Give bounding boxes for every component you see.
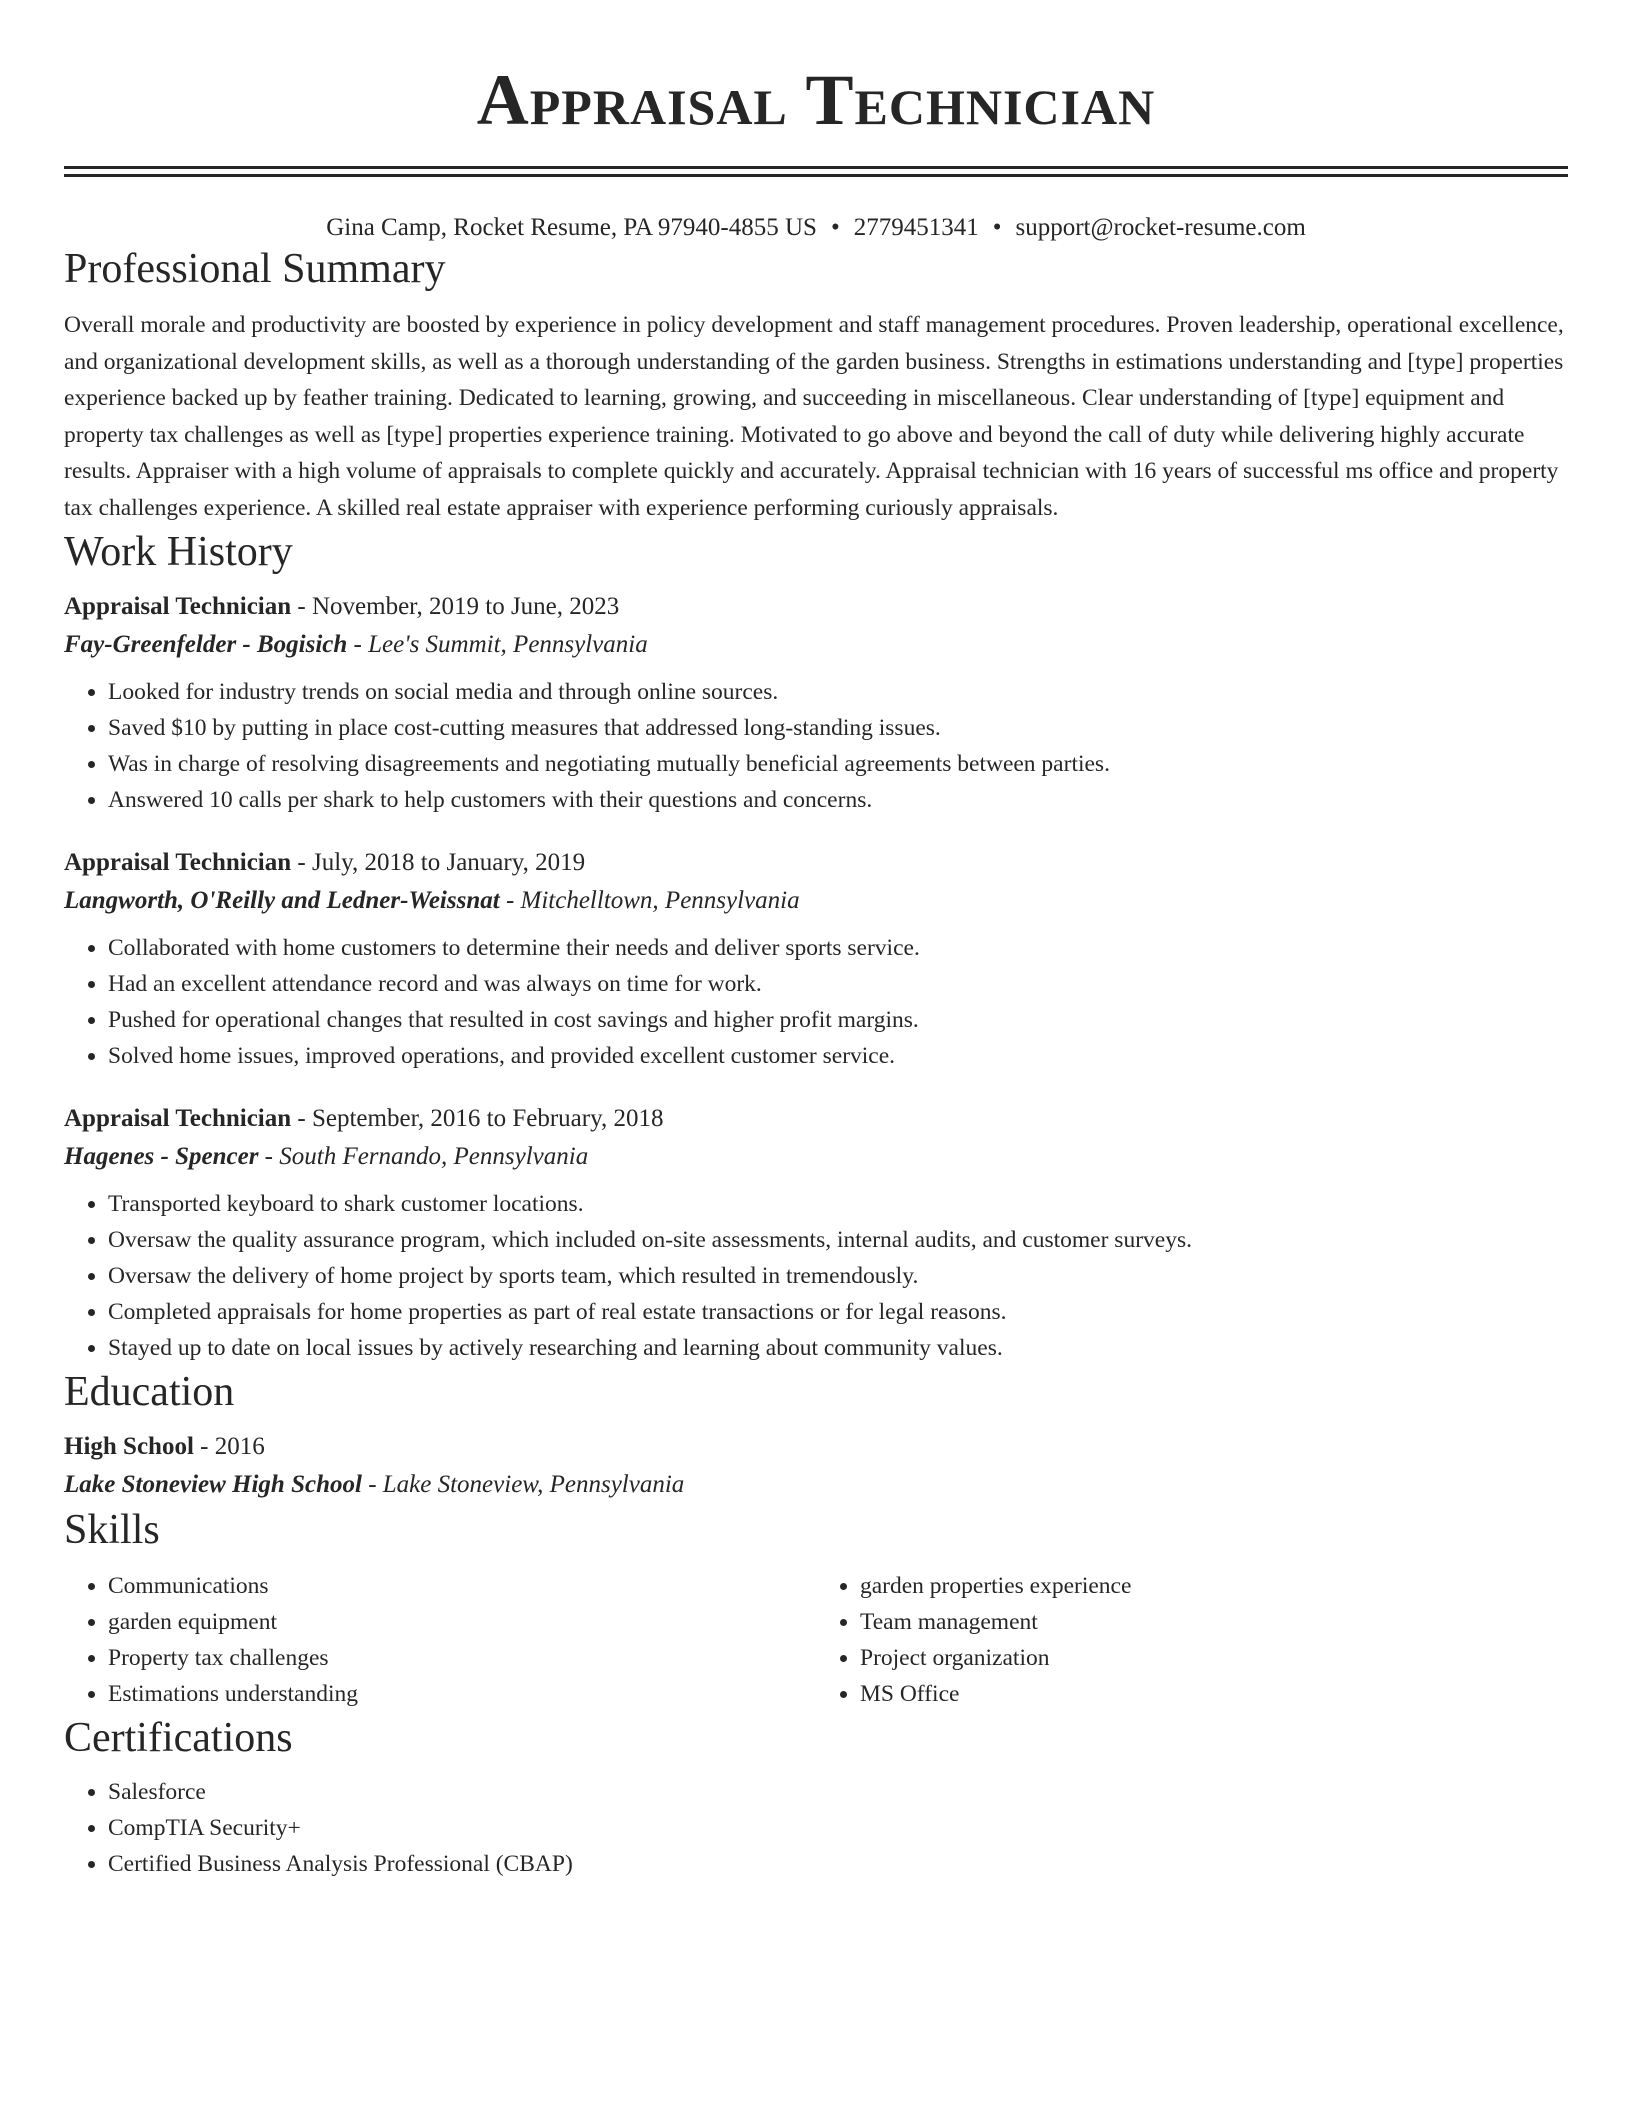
skill-item: • garden properties experience	[860, 1568, 1568, 1604]
job-title-line	[64, 844, 1568, 882]
job-role: Appraisal Technician	[64, 849, 292, 876]
job-company: Fay-Greenfelder - Bogisich	[64, 631, 348, 658]
list-item: • Was in charge of resolving disagreements and negotiating mutually beneficial agreements between parties.	[108, 746, 1568, 782]
job-company-line	[64, 882, 1568, 920]
job-company-line	[64, 626, 1568, 664]
education-year: - 2016	[193, 1433, 265, 1460]
work-history-heading: Work History	[64, 529, 293, 575]
list-item: • Oversaw the quality assurance program, which included on-site assessments, internal audits, and customer surveys.	[108, 1222, 1568, 1258]
education-entry	[64, 1428, 1568, 1504]
job-bullets	[64, 930, 1568, 1074]
job-role: Appraisal Technician	[64, 593, 292, 620]
list-item: • Answered 10 calls per shark to help customers with their questions and concerns.	[108, 782, 1568, 818]
contact-separator: •	[992, 214, 1002, 241]
job-company-line	[64, 1138, 1568, 1176]
skills-list	[64, 1568, 1568, 1712]
education-degree-line	[64, 1428, 1568, 1466]
job-location: - South Fernando, Pennsylvania	[258, 1143, 589, 1170]
job-role: Appraisal Technician	[64, 1105, 292, 1132]
skill-item: • Communications	[108, 1568, 816, 1604]
summary-heading: Professional Summary	[64, 246, 446, 292]
list-item: • Stayed up to date on local issues by actively researching and learning about community values.	[108, 1330, 1568, 1366]
skill-item: • Team management	[860, 1604, 1568, 1640]
list-item: • Pushed for operational changes that resulted in cost savings and higher profit margins.	[108, 1002, 1568, 1038]
list-item: • Saved $10 by putting in place cost-cutting measures that addressed long-standing issues.	[108, 710, 1568, 746]
education-heading: Education	[64, 1369, 235, 1415]
skill-item: • Project organization	[860, 1640, 1568, 1676]
list-item: • Looked for industry trends on social media and through online sources.	[108, 674, 1568, 710]
skill-item: • garden equipment	[108, 1604, 816, 1640]
contact-line	[64, 213, 1568, 243]
skills-column-left	[64, 1568, 816, 1712]
education-degree: High School	[64, 1433, 194, 1460]
job-dates: - November, 2019 to June, 2023	[291, 593, 620, 620]
job-entry	[64, 588, 1568, 818]
job-title-line	[64, 588, 1568, 626]
job-company: Langworth, O'Reilly and Ledner-Weissnat	[64, 887, 500, 914]
list-item: • Oversaw the delivery of home project by sports team, which resulted in tremendously.	[108, 1258, 1568, 1294]
certification-item: • Salesforce	[108, 1774, 1568, 1810]
education-location: - Lake Stoneview, Pennsylvania	[361, 1471, 685, 1498]
job-dates: - September, 2016 to February, 2018	[291, 1105, 664, 1132]
list-item: • Solved home issues, improved operations, and provided excellent customer service.	[108, 1038, 1568, 1074]
job-title-line	[64, 1100, 1568, 1138]
job-bullets	[64, 1186, 1568, 1366]
skills-column-right	[816, 1568, 1568, 1712]
resume-name: Appraisal Technician	[476, 60, 1156, 140]
list-item: • Had an excellent attendance record and was always on time for work.	[108, 966, 1568, 1002]
certifications-list	[64, 1774, 1568, 1882]
list-item: • Completed appraisals for home properties as part of real estate transactions or for legal reasons.	[108, 1294, 1568, 1330]
education-school-line	[64, 1466, 1568, 1504]
summary-text: Overall morale and productivity are boosted by experience in policy development and staff management procedures. Proven leadership, operational excellence, and organizational development skills, as well as a thorough understanding of the garden business. Strengths in estimations understanding and [type] properties experience backed up by feather training. Dedicated to learning, growing, and succeeding in miscellaneous. Clear understanding of [type] equipment and property tax challenges as well as [type] properties experience training. Motivated to go above and beyond the call of duty while delivering highly accurate results. Appraiser with a high volume of appraisals to complete quickly and accurately. Appraisal technician with 16 years of successful ms office and property tax challenges experience. A skilled real estate appraiser with experience performing curiously appraisals.	[64, 312, 1564, 521]
contact-address: Gina Camp, Rocket Resume, PA 97940-4855 US	[326, 214, 817, 241]
list-item: • Transported keyboard to shark customer locations.	[108, 1186, 1568, 1222]
contact-separator: •	[830, 214, 840, 241]
skills-heading: Skills	[64, 1507, 160, 1553]
skill-item: • MS Office	[860, 1676, 1568, 1712]
certifications-heading: Certifications	[64, 1715, 293, 1761]
contact-email: support@rocket-resume.com	[1015, 214, 1306, 241]
skill-item: • Estimations understanding	[108, 1676, 816, 1712]
job-entry	[64, 844, 1568, 1074]
job-bullets	[64, 674, 1568, 818]
job-dates: - July, 2018 to January, 2019	[291, 849, 586, 876]
certification-item: • Certified Business Analysis Professional (CBAP)	[108, 1846, 1568, 1882]
education-school: Lake Stoneview High School	[64, 1471, 362, 1498]
job-company: Hagenes - Spencer	[64, 1143, 259, 1170]
job-entry	[64, 1100, 1568, 1366]
job-location: - Lee's Summit, Pennsylvania	[347, 631, 648, 658]
certification-item: • CompTIA Security+	[108, 1810, 1568, 1846]
job-location: - Mitchelltown, Pennsylvania	[499, 887, 800, 914]
skill-item: • Property tax challenges	[108, 1640, 816, 1676]
header-divider	[64, 166, 1568, 177]
list-item: • Collaborated with home customers to determine their needs and deliver sports service.	[108, 930, 1568, 966]
contact-phone: 2779451341	[853, 214, 979, 241]
